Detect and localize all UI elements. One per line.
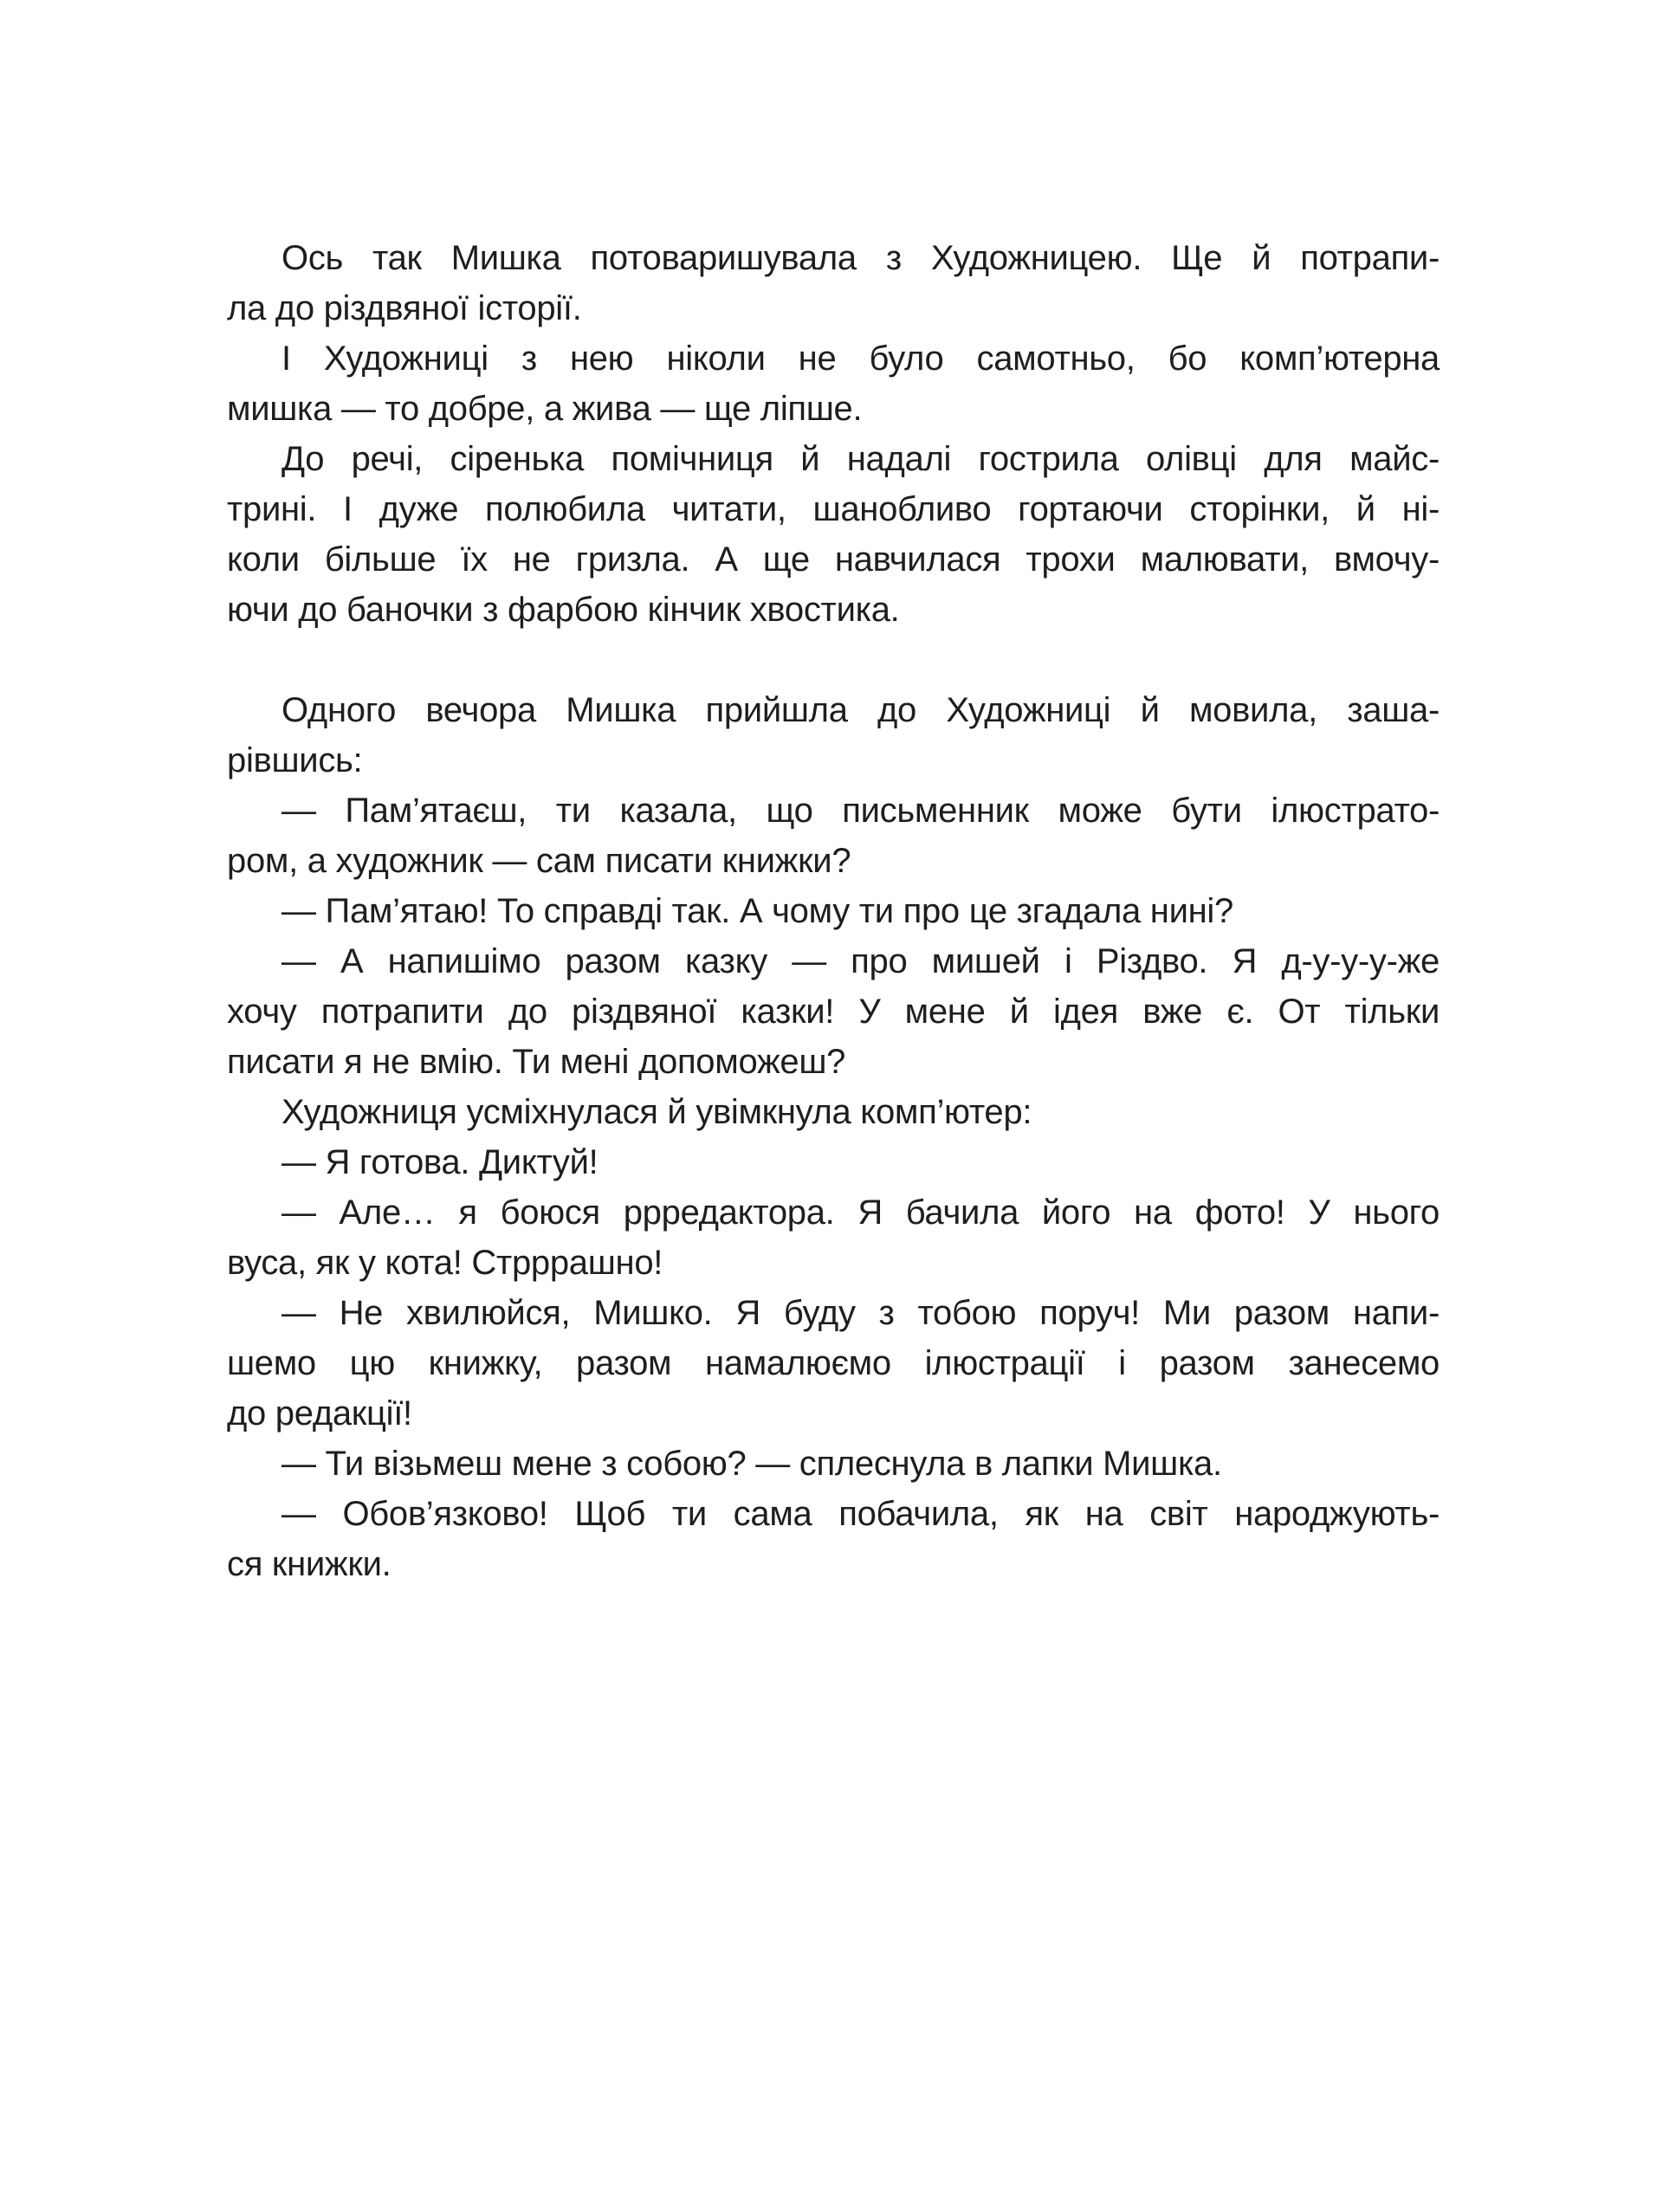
page-text	[227, 233, 1440, 1589]
text-line: ром, а художник — сам писати книжки?	[227, 842, 851, 880]
dialogue-paragraph	[227, 1288, 1440, 1439]
text-line: — Обов’язково! Щоб ти сама побачила, як на світ народжують-	[281, 1495, 1440, 1533]
paragraph	[227, 685, 1440, 786]
text-line: Ось так Мишка потоваришувала з Художницею. Ще й потрапи-	[281, 239, 1440, 277]
text-line: До речі, сіренька помічниця й надалі гострила олівці для майс-	[281, 440, 1440, 478]
text-line: ючи до баночки з фарбою кінчик хвостика.	[227, 591, 900, 629]
dialogue-paragraph	[227, 886, 1440, 936]
text-line: трині. І дуже полюбила читати, шанобливо гортаючи сторінки, й ні-	[227, 490, 1440, 528]
text-line: до редакції!	[227, 1394, 412, 1433]
text-line: — Але… я боюся ррредактора. Я бачила його на фото! У нього	[281, 1193, 1440, 1232]
dialogue-paragraph	[227, 1187, 1440, 1288]
text-line: — Ти візьмеш мене з собою? — сплеснула в лапки Мишка.	[281, 1445, 1222, 1483]
text-line: шемо цю книжку, разом намалюємо ілюстрації і разом занесемо	[227, 1344, 1440, 1382]
text-line: — Не хвилюйся, Мишко. Я буду з тобою поруч! Ми разом напи-	[281, 1294, 1440, 1332]
section-1	[227, 233, 1440, 635]
text-line: рівшись:	[227, 741, 363, 779]
dialogue-paragraph	[227, 1137, 1440, 1187]
text-line: Художниця усміхнулася й увімкнула комп’ютер:	[281, 1093, 1032, 1131]
paragraph	[227, 1087, 1440, 1137]
text-line: І Художниці з нею ніколи не було самотньо, бо комп’ютерна	[281, 340, 1440, 378]
text-line: вуса, як у кота! Стрррашно!	[227, 1244, 663, 1282]
text-line: писати я не вмію. Ти мені допоможеш?	[227, 1043, 846, 1081]
text-line: коли більше їх не гризла. А ще навчилася трохи малювати, вмочу-	[227, 540, 1440, 579]
section-2	[227, 685, 1440, 1589]
text-line: Одного вечора Мишка прийшла до Художниці й мовила, заша-	[281, 691, 1440, 729]
dialogue-paragraph	[227, 936, 1440, 1087]
text-line: — Пам’ятаєш, ти казала, що письменник може бути ілюстрато-	[281, 792, 1440, 830]
text-line: мишка — то добре, а жива — ще ліпше.	[227, 390, 863, 428]
text-line: ся книжки.	[227, 1545, 391, 1583]
text-line: — А напишімо разом казку — про мишей і Різдво. Я д-у-у-у-же	[281, 942, 1440, 980]
dialogue-paragraph	[227, 1439, 1440, 1489]
text-line: хочу потрапити до різдвяної казки! У мене й ідея вже є. От тільки	[227, 993, 1440, 1031]
dialogue-paragraph	[227, 786, 1440, 886]
text-line: — Пам’ятаю! То справді так. А чому ти про це згадала нині?	[281, 892, 1233, 930]
paragraph	[227, 434, 1440, 635]
paragraph	[227, 333, 1440, 434]
paragraph	[227, 233, 1440, 333]
text-line: — Я готова. Диктуй!	[281, 1143, 599, 1181]
text-line: ла до різдвяної історії.	[227, 289, 582, 327]
dialogue-paragraph	[227, 1489, 1440, 1589]
section-break	[227, 635, 1440, 685]
